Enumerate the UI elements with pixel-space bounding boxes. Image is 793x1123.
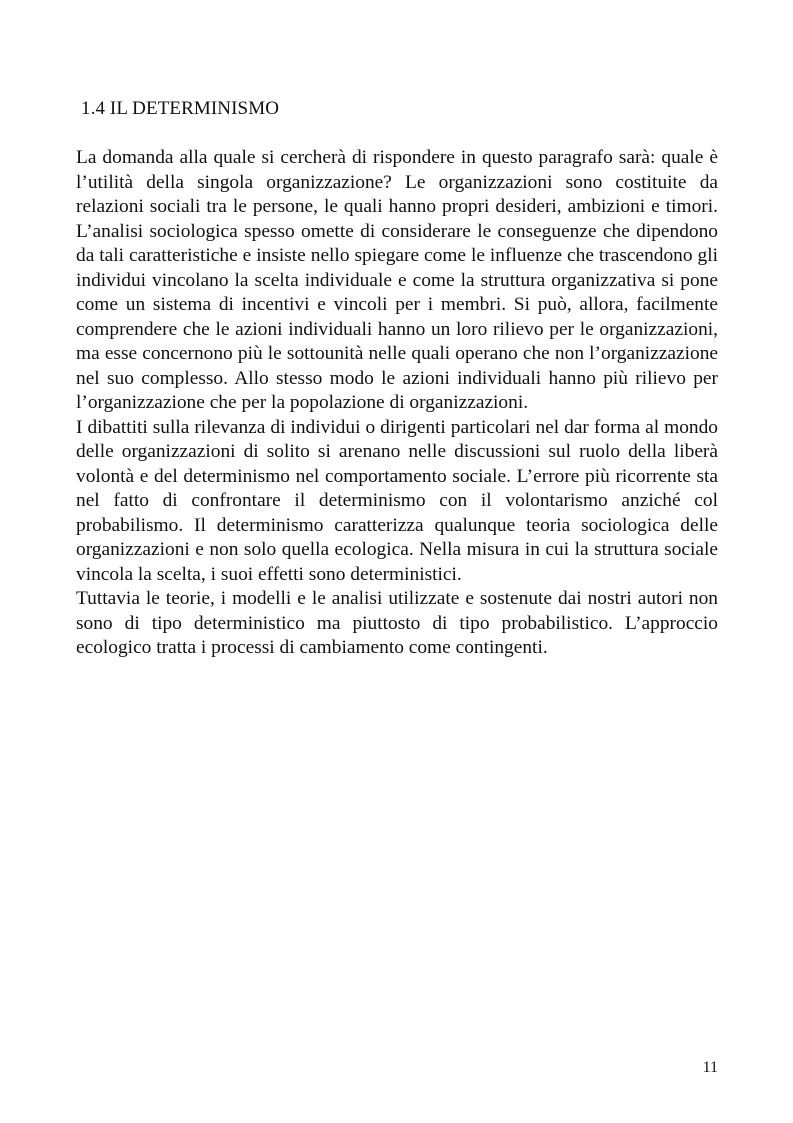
paragraph-2: I dibattiti sulla rilevanza di individui o dirigenti particolari nel dar forma al mondo delle organizzazioni di solito si arenano nelle discussioni sul ruolo della liberà volontà e del determinismo nel comportamento sociale. L’errore più ricorrente sta nel fatto di confrontare il determinismo con il volontarismo anziché col probabilismo. Il determinismo caratterizza qualunque teoria sociologica delle organizzazioni e non solo quella ecologica. Nella misura in cui la struttura sociale vincola la scelta, i suoi effetti sono deterministici.	[76, 416, 718, 585]
section-heading: 1.4 IL DETERMINISMO	[81, 98, 280, 119]
body-text	[76, 146, 718, 661]
paragraph-1: La domanda alla quale si cercherà di rispondere in questo paragrafo sarà: quale è l’utilità della singola organizzazione? Le organizzazioni sono costituite da relazioni sociali tra le persone, le quali hanno propri desideri, ambizioni e timori. L’analisi sociologica spesso omette di considerare le conseguenze che dipendono da tali caratteristiche e insiste nello spiegare come le influenze che trascendono gli individui vincolano la scelta individuale e come la struttura organizzativa si pone come un sistema di incentivi e vincoli per i membri. Si può, allora, facilmente comprendere che le azioni individuali hanno un loro rilievo per le organizzazioni, ma esse concernono più le sottounità nelle quali operano che non l’organizzazione nel suo complesso. Allo stesso modo le azioni individuali hanno più rilievo per l’organizzazione che per la popolazione di organizzazioni.	[76, 147, 718, 413]
paragraph-3: Tuttavia le teorie, i modelli e le analisi utilizzate e sostenute dai nostri autori non sono di tipo deterministico ma piuttosto di tipo probabilistico. L’approccio ecologico tratta i processi di cambiamento come contingenti.	[76, 588, 718, 658]
page-number: 11	[702, 1059, 718, 1076]
